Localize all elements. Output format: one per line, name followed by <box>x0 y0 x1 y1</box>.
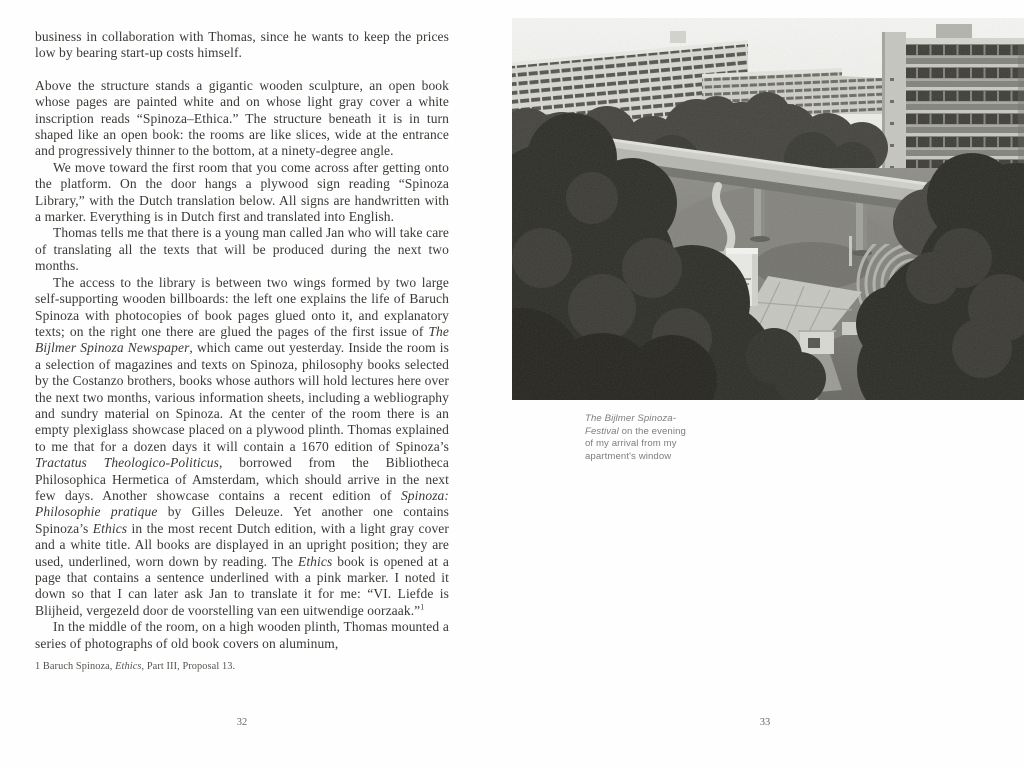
paragraph: In the middle of the room, on a high wooden plinth, Thomas mounted a series of photographs of old book covers on aluminum, <box>35 619 449 651</box>
body-text <box>35 29 449 673</box>
photo-grain <box>512 18 1024 400</box>
paragraph: Thomas tells me that there is a young man called Jan who will take care of translating all the texts that will be produced during the next two months. <box>35 225 449 274</box>
paragraph: business in collaboration with Thomas, since he wants to keep the prices low by bearing start-up costs himself. <box>35 29 449 61</box>
photo-bijlmer-festival <box>512 18 1024 400</box>
paragraph: The access to the library is between two wings formed by two large self-supporting wooden billboards: the left one explains the life of Baruch Spinoza with photocopies of book pages glued onto it, and explanatory texts; on the right one there are glued the pages of the first issue of The Bijlmer Spinoza Newspaper, which came out yesterday. Inside the room is a selection of magazines and texts on Spinoza, philosophy books selected by the Costanzo brothers, books whose authors will hold lectures here over the next two months, various information sheets, including a webliography and sundry material on Spinoza. At the center of the room there is an empty plexiglass showcase placed on a plywood plinth. Thomas explained to me that for a dozen days it will contain a 1670 edition of Spinoza’s Tractatus Theologico-Politicus, borrowed from the Bibliotheca Philosophica Hermetica of Amsterdam, which should arrive in the next few days. Another showcase contains a recent edition of Spinoza: Philosophie pratique by Gilles Deleuze. Yet another one contains Spinoza’s Ethics in the most recent Dutch edition, with a light gray cover and a white title. All books are displayed in an upright position; they are used, underlined, worn down by reading. The Ethics book is opened at a page that contains a sentence underlined with a pink marker. I noted it down so that I can later ask Jan to translate it for me: “VI. Liefde is Blijheid, vergezeld door de voorstelling van een uitwendige oorzaak.”$^1$ <box>35 274 450 618</box>
paragraph: Above the structure stands a gigantic wooden sculpture, an open book whose pages are painted white and on whose light gray cover a white inscription reads “Spinoza–Ethica.” The structure beneath it is in turn shaped like an open book: the rooms are like slices, wide at the entrance and progressively thinner to the bottom, at a ninety-degree angle. <box>35 77 449 159</box>
photo-caption: The Bijlmer Spinoza- Festival on the evening of my arrival from my apartment's window <box>585 413 686 462</box>
page-number-right: 33 <box>759 717 771 728</box>
footnote: 1 Baruch Spinoza, Ethics, Part III, Proposal 13. <box>35 661 236 673</box>
paragraph: We move toward the first room that you come across after getting onto the platform. On the door hangs a plywood sign reading “Spinoza Library,” with the Dutch translation below. All signs are handwritten with a marker. Everything is in Dutch first and translated into English. <box>35 159 449 225</box>
page-number-left: 32 <box>236 717 248 728</box>
